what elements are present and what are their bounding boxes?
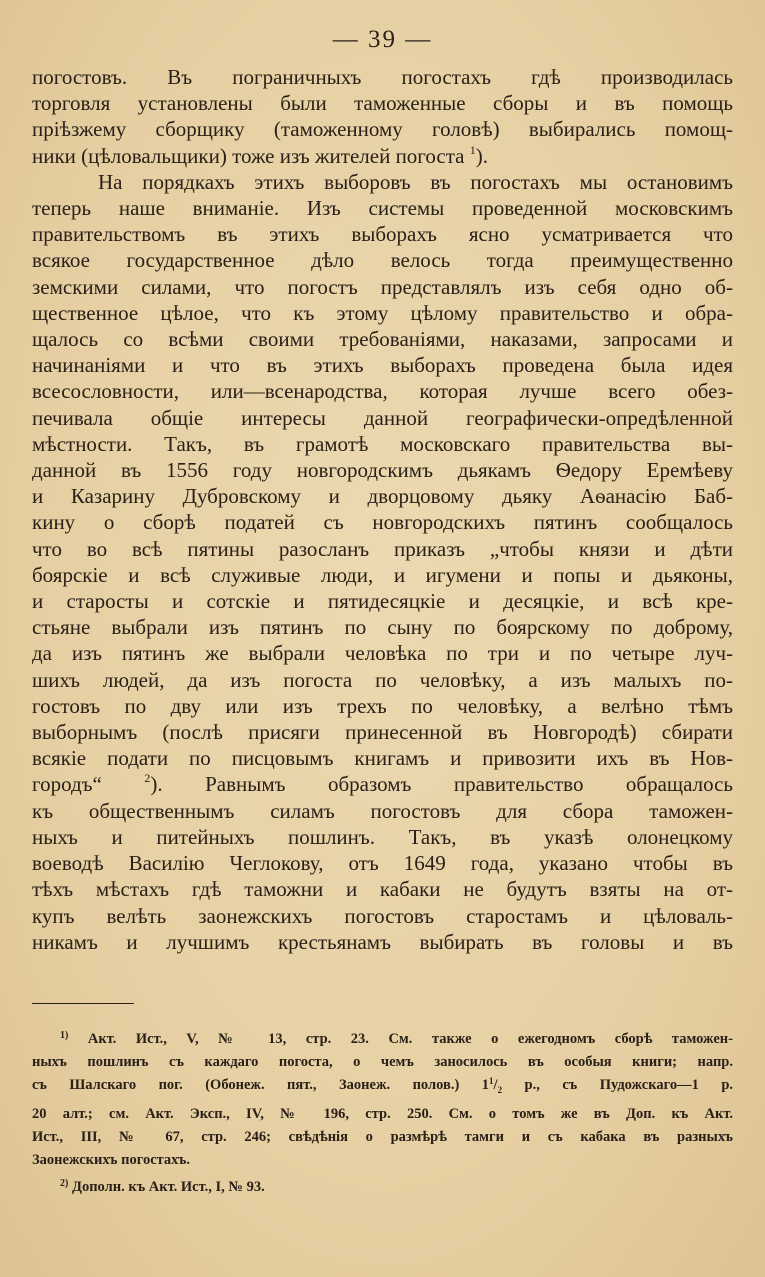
text-line: начинаніями и что въ этихъ выборахъ проведена была идея [32, 353, 733, 378]
text-line: стьяне выбрали изъ пятинъ по сыну по боярскому по доброму, [32, 615, 733, 640]
text-line: всякое государственное дѣло велось тогда преимущественно [32, 248, 733, 273]
footnote-mark-paren: ) [65, 1030, 69, 1041]
text-line: да изъ пятинъ же выбрали человѣка по три и по четыре луч- [32, 641, 733, 666]
text-fragment: На порядкахъ этихъ выборовъ въ погостахъ мы остановимъ [98, 169, 733, 194]
text-line: къ общественнымъ силамъ погостовъ для сбора таможен- [32, 798, 733, 823]
text-line: ныхъ и питейныхъ пошлинъ. Такъ, въ указѣ олонецкому [32, 824, 733, 849]
fraction-numerator: 1 [489, 1076, 494, 1087]
text-line: всякіе подати по писцовымъ книгамъ и привозити ихъ въ Нов- [32, 746, 733, 771]
footnote-divider [32, 1003, 134, 1004]
text-line: мѣстности. Такъ, въ грамотѣ московскаго правительства вы- [32, 431, 733, 456]
text-line: воеводѣ Василію Чеглокову, отъ 1649 года, указано чтобы въ [32, 851, 733, 876]
text-line: правительствомъ въ этихъ выборахъ ясно усматривается что [32, 222, 733, 247]
footnotes [32, 1024, 733, 1199]
fraction-denominator: 2 [497, 1085, 503, 1096]
text-line: выборнымъ (послѣ присяги принесенной въ Новгородѣ) сбирати [32, 720, 733, 745]
text-line: погостовъ. Въ пограничныхъ погостахъ гдѣ производилась [32, 65, 733, 89]
text-line [32, 143, 733, 169]
text-fragment: ). Равнымъ образомъ правительство обращалось [150, 772, 733, 797]
footnote-line: Ист., III, № 67, стр. 246; свѣдѣнія о размѣрѣ тамги и съ кабака въ разныхъ [32, 1128, 733, 1145]
text-line: кину о сборѣ податей съ новгородскихъ пятинъ сообщалось [32, 510, 733, 535]
text-line [32, 771, 733, 797]
fraction [481, 1076, 503, 1096]
footnote-mark [60, 1030, 68, 1041]
footnote-mark [60, 1178, 68, 1189]
footnote-mark-number: 2 [60, 1178, 65, 1190]
text-line: и Казарину Дубровскому и дворцовому дьяку Аѳанасію Баб- [32, 484, 733, 509]
fraction-whole: 1 [481, 1077, 490, 1094]
footnote-line: Заонежскихъ погостахъ. [32, 1151, 190, 1168]
text-line: никамъ и лучшимъ крестьянамъ выбирать въ головы и въ [32, 929, 733, 954]
footnote-line [32, 1024, 733, 1051]
page-number: — 39 — [332, 26, 433, 53]
text-fragment: ники (цѣловальщики) тоже изъ жителей погоста [32, 143, 465, 168]
text-line: и старосты и сотскіе и пятидесяцкіе и десяцкіе, и всѣ кре- [32, 589, 733, 614]
text-line: щалось со всѣми своими требованіями, наказами, запросами и [32, 327, 733, 352]
text-line: данной въ 1556 году новгородскимъ дьякамъ Ѳедору Еремѣеву [32, 458, 733, 483]
footnote-line: 20 алт.; см. Акт. Эксп., IV, № 196, стр. 250. См. о томъ же въ Доп. къ Акт. [32, 1105, 733, 1122]
text-line: торговля установлены были таможенные сборы и въ помощь [32, 91, 733, 116]
footnote-text: Акт. Ист., V, № 13, стр. 23. См. также о ежегодномъ сборѣ таможен- [87, 1031, 733, 1047]
main-text [32, 64, 733, 955]
footnote-line [32, 1172, 733, 1199]
footnote-mark-paren: ) [65, 1178, 69, 1190]
footnote-text: Дополн. къ Акт. Ист., I, № 93. [71, 1179, 265, 1196]
footnote-text: съ Шалскаго пог. (Обонеж. пят., Заонеж. полов.) [32, 1077, 460, 1094]
text-line: пріѣзжему сборщику (таможенному головѣ) выбирались помощ- [32, 117, 733, 142]
text-line: печивала общіе интересы данной географически-опредѣленной [32, 405, 733, 430]
fraction-slash: / [493, 1077, 498, 1094]
footnote-mark-number: 1 [60, 1030, 65, 1041]
text-line: земскими силами, что погостъ представлялъ изъ себя одно об- [32, 274, 733, 299]
text-fragment: городъ“ [32, 772, 102, 797]
text-line: тѣхъ мѣстахъ гдѣ таможни и кабаки не будутъ взяты на от- [32, 877, 733, 902]
text-line: всесословности, или—всенародства, которая лучше всего обез- [32, 379, 733, 404]
text-line: гостовъ по дву или изъ трехъ по человѣку, а велѣно тѣмъ [32, 693, 733, 718]
footnote-ref-number: 1 [469, 142, 476, 157]
text-fragment: ). [475, 143, 488, 168]
text-line: шихъ людей, да изъ погоста по человѣку, а изъ малыхъ по- [32, 667, 733, 692]
text-line: щественное цѣлое, что къ этому цѣлому правительство и обра- [32, 300, 733, 325]
text-line: боярскіе и всѣ служивые люди, и игумени и попы и дьяконы, [32, 562, 733, 587]
footnote-ref-number: 2 [144, 771, 151, 786]
footnote-text: р., съ Пудожскаго—1 р. [524, 1077, 733, 1094]
footnote-line: ныхъ пошлинъ съ каждаго погоста, о чемъ заносилось въ особыя книги; напр. [32, 1054, 733, 1071]
text-line: купъ велѣть заонежскихъ погостовъ старостамъ и цѣловаль- [32, 903, 733, 928]
footnote-line [32, 1074, 733, 1102]
text-line [32, 169, 733, 195]
text-line: что во всѣ пятины разосланъ приказъ „чтобы князи и дѣти [32, 536, 733, 561]
text-line: теперь наше вниманіе. Изъ системы проведенной московскимъ [32, 196, 733, 221]
